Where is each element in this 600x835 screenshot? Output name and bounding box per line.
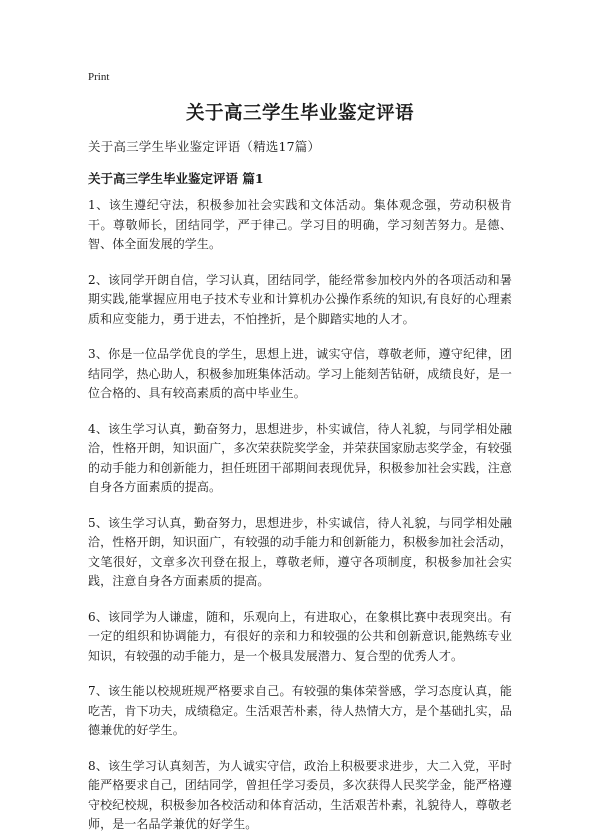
page-title: 关于高三学生毕业鉴定评语 (185, 103, 414, 124)
paragraph-7: 7、该生能以校规班规严格要求自己。有较强的集体荣誉感，学习态度认真，能吃苦，肯下功夫，成绩稳定。生活艰苦朴素，待人热情大方，是个基础扎实，品德兼优的好学生。 (88, 684, 512, 737)
paragraph-4: 4、该生学习认真，勤奋努力，思想进步，朴实诚信，待人礼貌，与同学相处融洽，性格开朗，知识面广，多次荣获院奖学金，并荣获国家励志奖学金，有较强的动手能力和创新能力，担任班团干部期间表现优异，积极参加社会实践，注意自身各方面素质的提高。 (88, 421, 512, 494)
paragraph-5: 5、该生学习认真，勤奋努力，思想进步，朴实诚信，待人礼貌，与同学相处融洽，性格开朗，知识面广，有较强的动手能力和创新能力，积极参加社会活动，文笔很好，文章多次刊登在报上，尊敬老师，遵守各项制度，积极参加社会实践，注意自身各方面素质的提高。 (88, 515, 512, 588)
paragraph-8: 8、该生学习认真刻苦，为人诚实守信，政治上积极要求进步，大二入党，平时能严格要求自己，团结同学，曾担任学习委员，多次获得人民奖学金，能严格遵守校纪校规，积极参加各校活动和体育活动，生活艰苦朴素，礼貌待人，尊敬老师，是一名品学兼优的好学生。 (88, 758, 512, 831)
paragraph-3: 3、你是一位品学优良的学生，思想上进，诚实守信，尊敬老师，遵守纪律，团结同学，热心助人，积极参加班集体活动。学习上能刻苦钻研，成绩良好，是一位合格的、具有较高素质的高中毕业生。 (88, 347, 512, 400)
paragraph-1: 1、该生遵纪守法，积极参加社会实践和文体活动。集体观念强，劳动积极肯干。尊敬师长，团结同学，严于律己。学习目的明确，学习刻苦努力。是德、智、体全面发展的学生。 (88, 198, 512, 251)
print-link[interactable]: Print (88, 71, 110, 83)
document-subtitle: 关于高三学生毕业鉴定评语（精选17篇） (88, 139, 321, 154)
section-heading: 关于高三学生毕业鉴定评语 篇1 (88, 171, 264, 186)
paragraph-2: 2、该同学开朗自信，学习认真，团结同学，能经常参加校内外的各项活动和暑期实践,能掌握应用电子技术专业和计算机办公操作系统的知识,有良好的心理素质和应变能力，勇于进去，不怕挫折，是个脚踏实地的人才。 (88, 272, 512, 326)
paragraph-6: 6、该同学为人谦虚，随和，乐观向上，有进取心，在象棋比赛中表现突出。有一定的组织和协调能力，有很好的亲和力和较强的公共和创新意识,能熟练专业知识，有较强的动手能力，是一个极具发展潜力、复合型的优秀人才。 (88, 609, 512, 663)
